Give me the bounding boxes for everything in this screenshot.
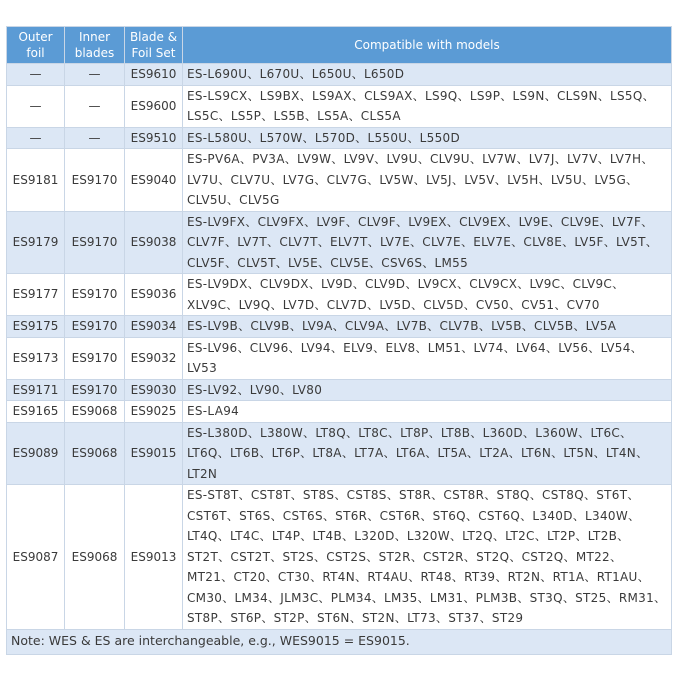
cell-inner-blades: ES9068 bbox=[65, 401, 125, 423]
cell-models: ES-LV92、LV90、LV80 bbox=[183, 379, 672, 401]
cell-inner-blades: ES9170 bbox=[65, 316, 125, 338]
table-row bbox=[7, 149, 672, 212]
cell-outer-foil: — bbox=[7, 64, 65, 86]
table-row bbox=[7, 127, 672, 149]
header-inner-blades: Inner blades bbox=[65, 27, 125, 64]
table-row bbox=[7, 379, 672, 401]
cell-blade-foil-set: ES9030 bbox=[125, 379, 183, 401]
cell-inner-blades: ES9170 bbox=[65, 149, 125, 212]
table-row bbox=[7, 85, 672, 127]
cell-blade-foil-set: ES9034 bbox=[125, 316, 183, 338]
compatibility-table bbox=[6, 26, 672, 655]
cell-outer-foil: ES9165 bbox=[7, 401, 65, 423]
cell-models: ES-L580U、L570W、L570D、L550U、L550D bbox=[183, 127, 672, 149]
cell-outer-foil: ES9173 bbox=[7, 337, 65, 379]
cell-blade-foil-set: ES9038 bbox=[125, 211, 183, 274]
cell-blade-foil-set: ES9015 bbox=[125, 422, 183, 485]
table-row bbox=[7, 485, 672, 630]
cell-models: ES-ST8T、CST8T、ST8S、CST8S、ST8R、CST8R、ST8Q、CST8Q、ST6T、CST6T、ST6S、CST6S、ST6R、CST6R、ST6Q、CST6Q、L340D、L340W、LT4Q、LT4C、LT4P、LT4B、L320D、L320W、LT2Q、LT2C、LT2P、LT2B、ST2T、CST2T、ST2S、CST2S、ST2R、CST2R、ST2Q、CST2Q、MT22、MT21、CT20、CT30、RT4N、RT4AU、RT48、RT39、RT2N、RT1A、RT1AU、CM30、LM34、JLM3C、PLM34、LM35、LM31、PLM3B、ST3Q、ST25、RM31、ST8P、ST6P、ST2P、ST6N、ST2N、LT73、ST37、ST29 bbox=[183, 485, 672, 630]
table-body bbox=[7, 64, 672, 630]
table-row bbox=[7, 211, 672, 274]
cell-inner-blades: — bbox=[65, 64, 125, 86]
table-row bbox=[7, 337, 672, 379]
table-row bbox=[7, 401, 672, 423]
cell-inner-blades: ES9170 bbox=[65, 337, 125, 379]
table-row bbox=[7, 316, 672, 338]
cell-blade-foil-set: ES9610 bbox=[125, 64, 183, 86]
cell-outer-foil: ES9087 bbox=[7, 485, 65, 630]
cell-inner-blades: ES9068 bbox=[65, 485, 125, 630]
cell-inner-blades: ES9170 bbox=[65, 274, 125, 316]
cell-outer-foil: — bbox=[7, 85, 65, 127]
cell-models: ES-LV9B、CLV9B、LV9A、CLV9A、LV7B、CLV7B、LV5B、CLV5B、LV5A bbox=[183, 316, 672, 338]
cell-blade-foil-set: ES9025 bbox=[125, 401, 183, 423]
cell-models: ES-LS9CX、LS9BX、LS9AX、CLS9AX、LS9Q、LS9P、LS9N、CLS9N、LS5Q、LS5C、LS5P、LS5B、LS5A、CLS5A bbox=[183, 85, 672, 127]
cell-outer-foil: ES9181 bbox=[7, 149, 65, 212]
compatibility-table-container bbox=[6, 26, 672, 655]
cell-blade-foil-set: ES9013 bbox=[125, 485, 183, 630]
table-row bbox=[7, 422, 672, 485]
cell-inner-blades: — bbox=[65, 127, 125, 149]
cell-models: ES-LV9FX、CLV9FX、LV9F、CLV9F、LV9EX、CLV9EX、LV9E、CLV9E、LV7F、CLV7F、LV7T、CLV7T、ELV7T、LV7E、CLV7E、ELV7E、CLV8E、LV5F、LV5T、CLV5F、CLV5T、LV5E、CLV5E、CSV6S、LM55 bbox=[183, 211, 672, 274]
cell-outer-foil: ES9177 bbox=[7, 274, 65, 316]
note-text: Note: WES & ES are interchangeable, e.g., WES9015 = ES9015. bbox=[7, 629, 672, 654]
cell-inner-blades: — bbox=[65, 85, 125, 127]
header-outer-foil: Outer foil bbox=[7, 27, 65, 64]
cell-blade-foil-set: ES9032 bbox=[125, 337, 183, 379]
header-blade-foil-set: Blade & Foil Set bbox=[125, 27, 183, 64]
cell-blade-foil-set: ES9510 bbox=[125, 127, 183, 149]
cell-outer-foil: ES9175 bbox=[7, 316, 65, 338]
cell-models: ES-LV9DX、CLV9DX、LV9D、CLV9D、LV9CX、CLV9CX、LV9C、CLV9C、XLV9C、LV9Q、LV7D、CLV7D、LV5D、CLV5D、CV50、CV51、CV70 bbox=[183, 274, 672, 316]
note-row bbox=[7, 629, 672, 654]
table-header-row bbox=[7, 27, 672, 64]
table-row bbox=[7, 274, 672, 316]
header-compatible-models: Compatible with models bbox=[183, 27, 672, 64]
cell-outer-foil: ES9171 bbox=[7, 379, 65, 401]
cell-models: ES-L690U、L670U、L650U、L650D bbox=[183, 64, 672, 86]
cell-blade-foil-set: ES9040 bbox=[125, 149, 183, 212]
cell-outer-foil: ES9179 bbox=[7, 211, 65, 274]
cell-inner-blades: ES9170 bbox=[65, 211, 125, 274]
cell-inner-blades: ES9170 bbox=[65, 379, 125, 401]
table-row bbox=[7, 64, 672, 86]
cell-models: ES-PV6A、PV3A、LV9W、LV9V、LV9U、CLV9U、LV7W、LV7J、LV7V、LV7H、LV7U、CLV7U、LV7G、CLV7G、LV5W、LV5J、LV5V、LV5H、LV5U、LV5G、CLV5U、CLV5G bbox=[183, 149, 672, 212]
cell-blade-foil-set: ES9600 bbox=[125, 85, 183, 127]
cell-blade-foil-set: ES9036 bbox=[125, 274, 183, 316]
cell-models: ES-L380D、L380W、LT8Q、LT8C、LT8P、LT8B、L360D、L360W、LT6C、LT6Q、LT6B、LT6P、LT8A、LT7A、LT6A、LT5A、LT2A、LT6N、LT5N、LT4N、LT2N bbox=[183, 422, 672, 485]
cell-outer-foil: ES9089 bbox=[7, 422, 65, 485]
cell-outer-foil: — bbox=[7, 127, 65, 149]
cell-models: ES-LV96、CLV96、LV94、ELV9、ELV8、LM51、LV74、LV64、LV56、LV54、LV53 bbox=[183, 337, 672, 379]
cell-models: ES-LA94 bbox=[183, 401, 672, 423]
cell-inner-blades: ES9068 bbox=[65, 422, 125, 485]
